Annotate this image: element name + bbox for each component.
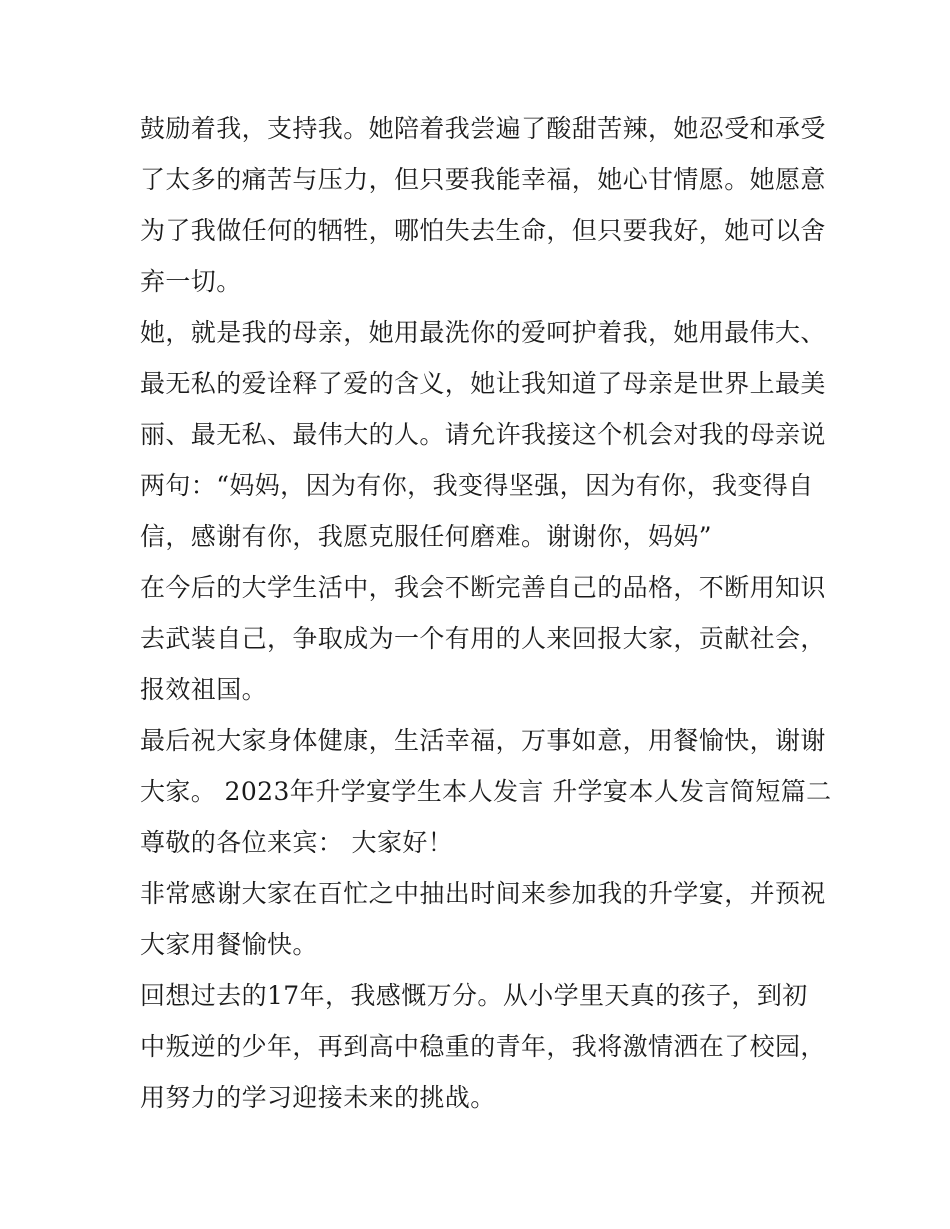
text-line: 弃一切。	[140, 267, 242, 296]
text-line: 了太多的痛苦与压力，但只要我能幸福，她心甘情愿。她愿意	[140, 165, 826, 194]
text-line: 回想过去的17年，我感慨万分。从小学里天真的孩子，到初	[140, 981, 808, 1010]
text-line: 尊敬的各位来宾： 大家好！	[140, 828, 454, 857]
text-line: 去武装自己，争取成为一个有用的人来回报大家，贡献社会，	[140, 624, 826, 653]
text-line: 大家用餐愉快。	[140, 930, 318, 959]
text-line: 报效祖国。	[140, 675, 268, 704]
text-line: 鼓励着我，支持我。她陪着我尝遍了酸甜苦辣，她忍受和承受	[140, 114, 826, 143]
text-line: 她，就是我的母亲，她用最洗你的爱呵护着我，她用最伟大、	[140, 318, 826, 347]
text-line: 非常感谢大家在百忙之中抽出时间来参加我的升学宴，并预祝	[140, 879, 826, 908]
text-line: 在今后的大学生活中，我会不断完善自己的品格，不断用知识	[140, 573, 826, 602]
text-line: 丽、最无私、最伟大的人。请允许我接这个机会对我的母亲说	[140, 420, 826, 449]
text-line: 中叛逆的少年，再到高中稳重的青年，我将激情洒在了校园，	[140, 1032, 826, 1061]
text-line: 大家。 2023年升学宴学生本人发言 升学宴本人发言简短篇二	[140, 777, 832, 806]
text-line: 两句：“妈妈，因为有你，我变得坚强，因为有你，我变得自	[140, 471, 814, 500]
text-line: 最后祝大家身体健康，生活幸福，万事如意，用餐愉快，谢谢	[140, 726, 826, 755]
text-line: 为了我做任何的牺牲，哪怕失去生命，但只要我好，她可以舍	[140, 216, 826, 245]
text-line: 用努力的学习迎接未来的挑战。	[140, 1083, 496, 1112]
text-line: 最无私的爱诠释了爱的含义，她让我知道了母亲是世界上最美	[140, 369, 826, 398]
text-line: 信，感谢有你，我愿克服任何磨难。谢谢你，妈妈”	[140, 522, 712, 551]
document-body	[140, 103, 830, 1123]
